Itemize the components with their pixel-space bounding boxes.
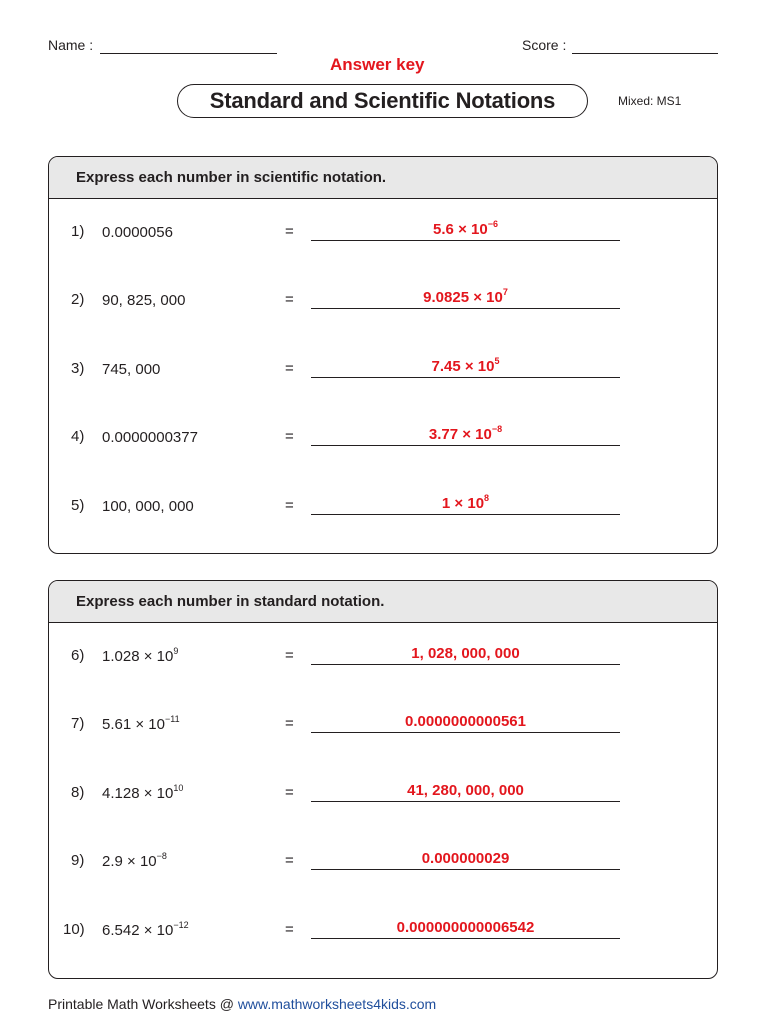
answer-value: $5.6 \times 10^{-6}$: [433, 219, 498, 238]
name-field-line[interactable]: [100, 53, 277, 54]
problem-number: 2): [71, 291, 85, 309]
answer-key-label: Answer key: [330, 55, 425, 74]
worksheet-code: Mixed: MS1: [618, 94, 682, 108]
question-exponent: −12: [173, 919, 189, 930]
problem-question: 745, 000: [102, 360, 161, 378]
footer-text: Printable Math Worksheets @: [48, 996, 238, 1012]
problem-number: 3): [71, 359, 85, 377]
equals-sign: =: [285, 428, 294, 446]
problem-number: 10): [63, 920, 85, 938]
answer-value: $1 \times 10^8$: [441, 492, 490, 512]
problem-number: 5): [71, 496, 85, 514]
score-label: Score :: [522, 37, 567, 53]
problem-question: $2.9 \times 10^{-8}$: [102, 851, 167, 871]
equals-sign: =: [285, 291, 294, 309]
section-instruction: Express each number in scientific notation.: [49, 157, 717, 199]
problem-row: [49, 918, 717, 951]
equals-sign: =: [285, 647, 294, 664]
answer-line[interactable]: [311, 801, 620, 802]
answer-exponent: −8: [491, 424, 503, 435]
problem-question: $1.028 \times 10^9$: [102, 646, 179, 665]
answer-line[interactable]: [311, 664, 620, 665]
problem-question: $4.128 \times 10^{10}$: [102, 782, 184, 802]
answer-value: 1, 028, 000, 000: [411, 645, 520, 662]
problem-question: 0.0000000377: [102, 429, 198, 447]
answer-exponent: 8: [484, 492, 490, 503]
equals-sign: =: [285, 496, 294, 514]
answer-value: $3.77 \times 10^{-8}$: [428, 424, 503, 444]
answer-value: $9.0825 \times 10^7$: [423, 287, 508, 307]
answer-exponent: −6: [487, 219, 498, 229]
worksheet-title: Standard and Scientific Notations: [177, 84, 588, 118]
name-label: Name :: [48, 37, 94, 53]
question-exponent: 9: [173, 646, 179, 656]
equals-sign: =: [285, 223, 294, 240]
score-field-line[interactable]: [572, 53, 718, 54]
answer-value: 0.000000029: [421, 850, 510, 868]
problem-number: 4): [71, 428, 85, 446]
problem-row: [49, 715, 717, 745]
problem-row: [49, 424, 717, 458]
problem-question: 90, 825, 000: [102, 292, 186, 310]
footer-link[interactable]: www.mathworksheets4kids.com: [237, 996, 437, 1012]
problem-row: [49, 287, 717, 321]
answer-value: 0.000000000006542: [396, 918, 535, 936]
problem-row: [49, 647, 717, 677]
question-exponent: −11: [164, 714, 180, 725]
answer-line[interactable]: [311, 445, 620, 446]
footer: [48, 996, 436, 1012]
equals-sign: =: [285, 783, 294, 801]
answer-line[interactable]: [311, 240, 620, 241]
problem-number: 8): [71, 783, 85, 801]
answer-exponent: 7: [502, 287, 508, 298]
answer-exponent: 5: [494, 355, 500, 366]
problem-row: [49, 219, 717, 253]
question-exponent: 10: [173, 782, 184, 793]
equals-sign: =: [285, 359, 294, 377]
answer-line[interactable]: [311, 377, 620, 378]
section-scientific-notation: [48, 156, 718, 554]
problem-row: [49, 355, 717, 390]
problem-row: [49, 492, 717, 527]
answer-value: 41, 280, 000, 000: [407, 781, 524, 799]
problem-row: [49, 852, 717, 882]
question-exponent: −8: [156, 851, 167, 862]
equals-sign: =: [285, 715, 294, 733]
answer-value: $7.45 \times 10^5$: [431, 355, 500, 375]
problem-question: $6.542 \times 10^{-12}$: [102, 919, 189, 939]
problem-number: 1): [71, 223, 85, 240]
problem-question: 100, 000, 000: [102, 497, 194, 515]
problem-question: 0.0000056: [102, 224, 173, 241]
section-standard-notation: [48, 580, 718, 979]
equals-sign: =: [285, 920, 294, 938]
equals-sign: =: [285, 852, 294, 870]
answer-line[interactable]: [311, 732, 620, 733]
answer-line[interactable]: [311, 514, 620, 515]
section-instruction: Express each number in standard notation.: [49, 581, 717, 623]
problem-question: $5.61 \times 10^{-11}$: [102, 714, 180, 734]
problem-number: 9): [71, 852, 85, 870]
problem-row: [49, 781, 717, 814]
problem-number: 7): [71, 715, 85, 733]
answer-line[interactable]: [311, 869, 620, 870]
answer-value: 0.0000000000561: [405, 713, 526, 731]
answer-line[interactable]: [311, 308, 620, 309]
problem-number: 6): [71, 647, 85, 664]
answer-line[interactable]: [311, 938, 620, 939]
